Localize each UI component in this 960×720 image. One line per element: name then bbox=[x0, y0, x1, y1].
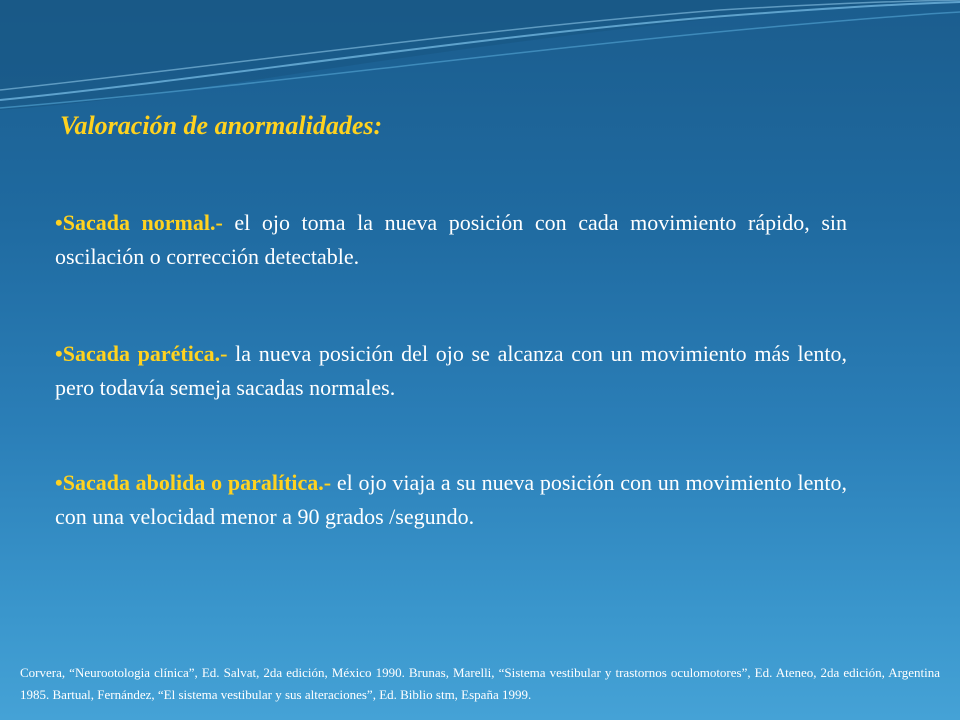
bullet-sacada-normal bbox=[55, 206, 847, 274]
bullet-sacada-paretica bbox=[55, 337, 847, 405]
decorative-swoosh bbox=[0, 0, 960, 120]
bullet-text: el ojo viaja a su nueva posición con un movimiento lento, con una velocidad menor a 90 grados /segundo. bbox=[55, 470, 848, 529]
bullet-lead: •Sacada abolida o paralítica.- bbox=[55, 470, 332, 495]
bullet-lead: •Sacada normal.- bbox=[55, 210, 223, 235]
bullet-sacada-abolida bbox=[55, 466, 847, 534]
slide-title: Valoración de anormalidades: bbox=[60, 111, 383, 140]
bullet-lead: •Sacada parética.- bbox=[55, 341, 228, 366]
bibliographic-citation: Corvera, “Neurootologia clínica”, Ed. Salvat, 2da edición, México 1990. Brunas, Marelli, “Sistema vestibular y trastornos oculomotores”, Ed. Ateneo, 2da edición, Argentina 1985. Bartual, Fernández, “El sistema vestibular y sus alteraciones”, Ed. Biblio stm, España 1999. bbox=[20, 665, 940, 702]
bullet-text: el ojo toma la nueva posición con cada movimiento rápido, sin oscilación o corrección detectable. bbox=[55, 210, 847, 269]
bullet-text: la nueva posición del ojo se alcanza con un movimiento más lento, pero todavía semeja sacadas normales. bbox=[55, 341, 848, 400]
